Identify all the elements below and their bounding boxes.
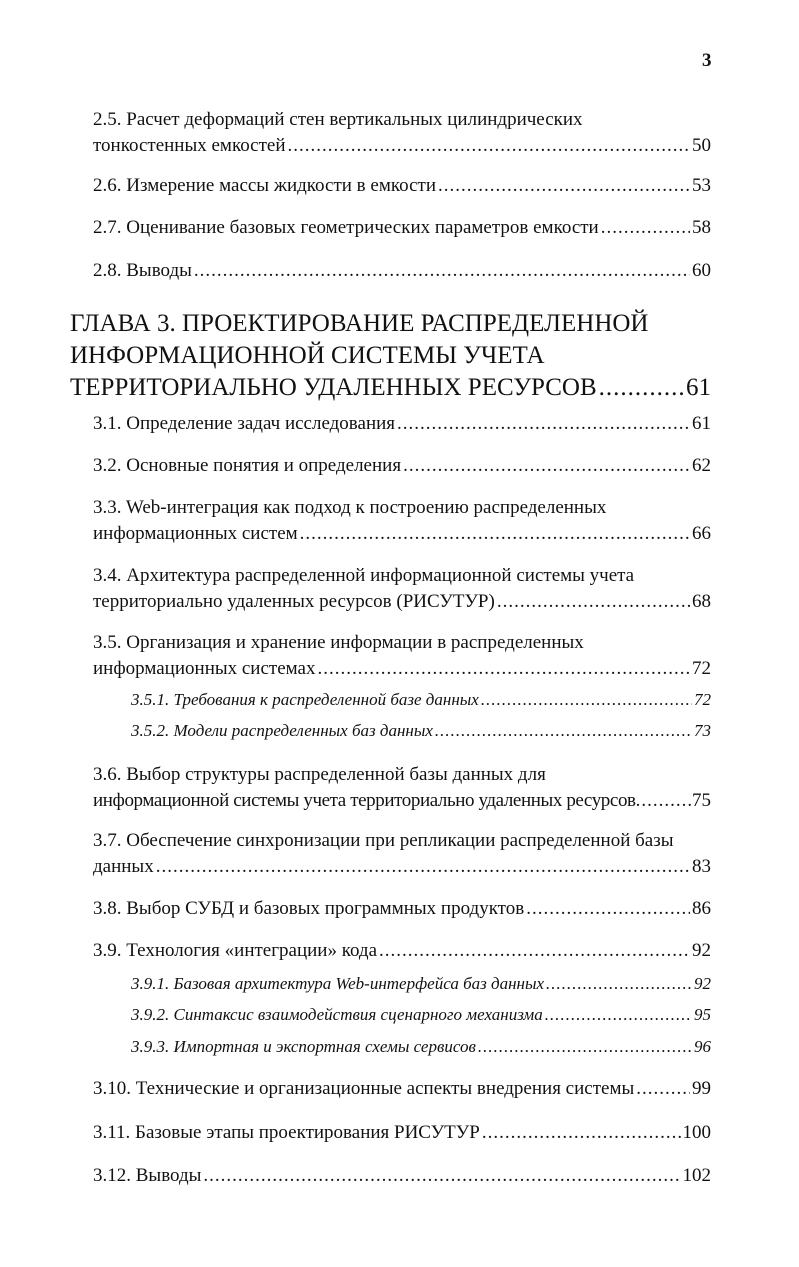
toc-entry-3-4[interactable] xyxy=(93,563,711,615)
toc-entry-page: 92 xyxy=(694,974,711,993)
toc-entry-2-8[interactable] xyxy=(93,258,711,284)
toc-entry-last-line xyxy=(93,788,711,814)
toc-entry-last-line xyxy=(93,258,711,284)
toc-entry-3-12[interactable] xyxy=(93,1163,711,1189)
toc-entry-3-3[interactable] xyxy=(93,495,711,547)
toc-entry-title: 3.8. Выбор СУБД и базовых программных продуктов xyxy=(93,898,525,919)
dot-leader xyxy=(435,719,692,743)
toc-entry-page: 72 xyxy=(692,658,711,679)
toc-entry-page: 92 xyxy=(692,940,711,961)
dot-leader xyxy=(397,411,690,437)
toc-entry-last-line xyxy=(93,215,711,241)
toc-entry-title: 3.1. Определение задач исследования xyxy=(93,413,396,434)
toc-entry-title: 3.10. Технические и организационные аспекты внедрения системы xyxy=(93,1078,635,1099)
toc-subentry-3-9-2[interactable] xyxy=(131,1003,711,1027)
toc-entry-last-line xyxy=(93,656,711,682)
toc-entry-title: 3.9. Технология «интеграции» кода xyxy=(93,940,378,961)
dot-leader xyxy=(481,688,692,712)
toc-entry-page: 72 xyxy=(694,690,711,709)
dot-leader xyxy=(317,656,690,682)
toc-entry-last-line xyxy=(131,688,711,712)
toc-entry-last-line xyxy=(93,521,711,547)
dot-leader xyxy=(403,453,690,479)
toc-entry-page: 83 xyxy=(692,856,711,877)
toc-entry-2-5[interactable] xyxy=(93,107,711,159)
toc-entry-title: территориально удаленных ресурсов (РИСУТУР) xyxy=(93,591,495,612)
toc-entry-title: 3.5.2. Модели распределенных баз данных xyxy=(131,721,433,740)
toc-subentry-3-5-1[interactable] xyxy=(131,688,711,712)
toc-entry-page: 53 xyxy=(692,175,711,196)
dot-leader xyxy=(599,372,684,404)
chapter-title-line2: ИНФОРМАЦИОННОЙ СИСТЕМЫ УЧЕТА xyxy=(70,342,545,369)
toc-entry-title: 3.2. Основные понятия и определения xyxy=(93,455,402,476)
toc-entry-page: 62 xyxy=(692,455,711,476)
toc-entry-page: 66 xyxy=(692,523,711,544)
dot-leader xyxy=(546,972,692,996)
toc-entry-title: данных xyxy=(93,856,154,877)
toc-entry-last-line xyxy=(93,854,711,880)
toc-entry-page: 61 xyxy=(692,413,711,434)
toc-entry-last-line xyxy=(93,453,711,479)
toc-entry-title-line1: 3.5. Организация и хранение информации в распределенных xyxy=(93,632,584,653)
toc-entry-last-line xyxy=(131,1003,711,1027)
toc-entry-page: 95 xyxy=(694,1005,711,1024)
toc-entry-2-7[interactable] xyxy=(93,215,711,241)
toc-entry-title-line1: 2.5. Расчет деформаций стен вертикальных цилиндрических xyxy=(93,109,583,130)
toc-entry-page: 58 xyxy=(692,217,711,238)
dot-leader xyxy=(545,1003,692,1027)
toc-entry-3-2[interactable] xyxy=(93,453,711,479)
toc-entry-page: 50 xyxy=(692,135,711,156)
toc-subentry-3-5-2[interactable] xyxy=(131,719,711,743)
toc-subentry-3-9-3[interactable] xyxy=(131,1035,711,1059)
toc-entry-last-line xyxy=(93,1163,711,1189)
toc-entry-last-line xyxy=(131,1035,711,1059)
toc-entry-last-line xyxy=(93,938,711,964)
toc-entry-last-line xyxy=(93,589,711,615)
toc-entry-title: 3.12. Выводы xyxy=(93,1165,202,1186)
toc-entry-title: 3.5.1. Требования к распределенной базе данных xyxy=(131,690,479,709)
toc-entry-last-line xyxy=(93,411,711,437)
toc-entry-3-7[interactable] xyxy=(93,828,711,880)
dot-leader xyxy=(526,896,690,922)
toc-entry-3-8[interactable] xyxy=(93,896,711,922)
toc-entry-page: 100 xyxy=(682,1122,711,1143)
toc-entry-page: 96 xyxy=(694,1037,711,1056)
dot-leader xyxy=(156,854,690,880)
toc-entry-last-line xyxy=(93,896,711,922)
toc-entry-title-line1: 3.4. Архитектура распределенной информационной системы учета xyxy=(93,565,635,586)
toc-entry-title: 2.6. Измерение массы жидкости в емкости xyxy=(93,175,437,196)
toc-entry-3-1[interactable] xyxy=(93,411,711,437)
dot-leader xyxy=(636,1076,690,1102)
chapter-title-last-line xyxy=(70,372,711,404)
toc-entry-page: 86 xyxy=(692,898,711,919)
toc-subentry-3-9-1[interactable] xyxy=(131,972,711,996)
toc-entry-title: тонкостенных емкостей xyxy=(93,135,286,156)
toc-entry-last-line xyxy=(93,133,711,159)
toc-entry-title: информационных системах xyxy=(93,658,316,679)
toc-entry-last-line xyxy=(131,719,711,743)
dot-leader xyxy=(300,521,690,547)
chapter-title-line1: ГЛАВА 3. ПРОЕКТИРОВАНИЕ РАСПРЕДЕЛЕННОЙ xyxy=(70,310,649,337)
toc-entry-title: 3.9.2. Синтаксис взаимодействия сценарного механизма xyxy=(131,1005,543,1024)
toc-entry-3-6[interactable] xyxy=(93,762,711,814)
toc-entry-title-line1: 3.3. Web-интеграция как подход к построению распределенных xyxy=(93,497,607,518)
toc-entry-page: 102 xyxy=(682,1165,711,1186)
toc-entry-title: 3.9.3. Импортная и экспортная схемы сервисов xyxy=(131,1037,476,1056)
dot-leader xyxy=(203,1163,680,1189)
toc-entry-page: 99 xyxy=(692,1078,711,1099)
chapter-title: ТЕРРИТОРИАЛЬНО УДАЛЕННЫХ РЕСУРСОВ xyxy=(70,374,597,401)
toc-entry-title-line1: 3.7. Обеспечение синхронизации при репликации распределенной базы xyxy=(93,830,674,851)
toc-entry-page: 60 xyxy=(692,260,711,281)
page-number: 3 xyxy=(702,50,712,71)
dot-leader xyxy=(438,173,690,199)
toc-entry-last-line xyxy=(131,972,711,996)
toc-entry-title: 2.7. Оценивание базовых геометрических параметров емкости xyxy=(93,217,599,238)
dot-leader xyxy=(482,1120,681,1146)
chapter-page: 61 xyxy=(686,374,711,401)
dot-leader xyxy=(379,938,690,964)
toc-entry-3-9[interactable] xyxy=(93,938,711,964)
dot-leader xyxy=(636,788,692,814)
dot-leader xyxy=(601,215,690,241)
toc-entry-3-11[interactable] xyxy=(93,1120,711,1146)
toc-entry-page: 75 xyxy=(692,790,711,811)
toc-entry-page: 73 xyxy=(694,721,711,740)
toc-entry-last-line xyxy=(93,1120,711,1146)
toc-entry-title-line1: 3.6. Выбор структуры распределенной базы данных для xyxy=(93,764,546,785)
toc-entry-last-line xyxy=(93,1076,711,1102)
toc-entry-3-5[interactable] xyxy=(93,630,711,682)
toc-entry-last-line xyxy=(93,173,711,199)
toc-entry-title: информационных систем xyxy=(93,523,298,544)
dot-leader xyxy=(194,258,690,284)
chapter-3-heading[interactable] xyxy=(70,308,711,404)
toc-entry-title: 3.9.1. Базовая архитектура Web-интерфейса баз данных xyxy=(131,974,545,993)
toc-entry-page: 68 xyxy=(692,591,711,612)
dot-leader xyxy=(288,133,690,159)
dot-leader xyxy=(478,1035,692,1059)
toc-entry-title: 3.11. Базовые этапы проектирования РИСУТУР xyxy=(93,1122,480,1143)
toc-entry-title: 2.8. Выводы xyxy=(93,260,192,281)
toc-entry-title: информационной системы учета территориально удаленных ресурсов xyxy=(93,790,636,811)
toc-entry-3-10[interactable] xyxy=(93,1076,711,1102)
toc-entry-2-6[interactable] xyxy=(93,173,711,199)
dot-leader xyxy=(497,589,690,615)
